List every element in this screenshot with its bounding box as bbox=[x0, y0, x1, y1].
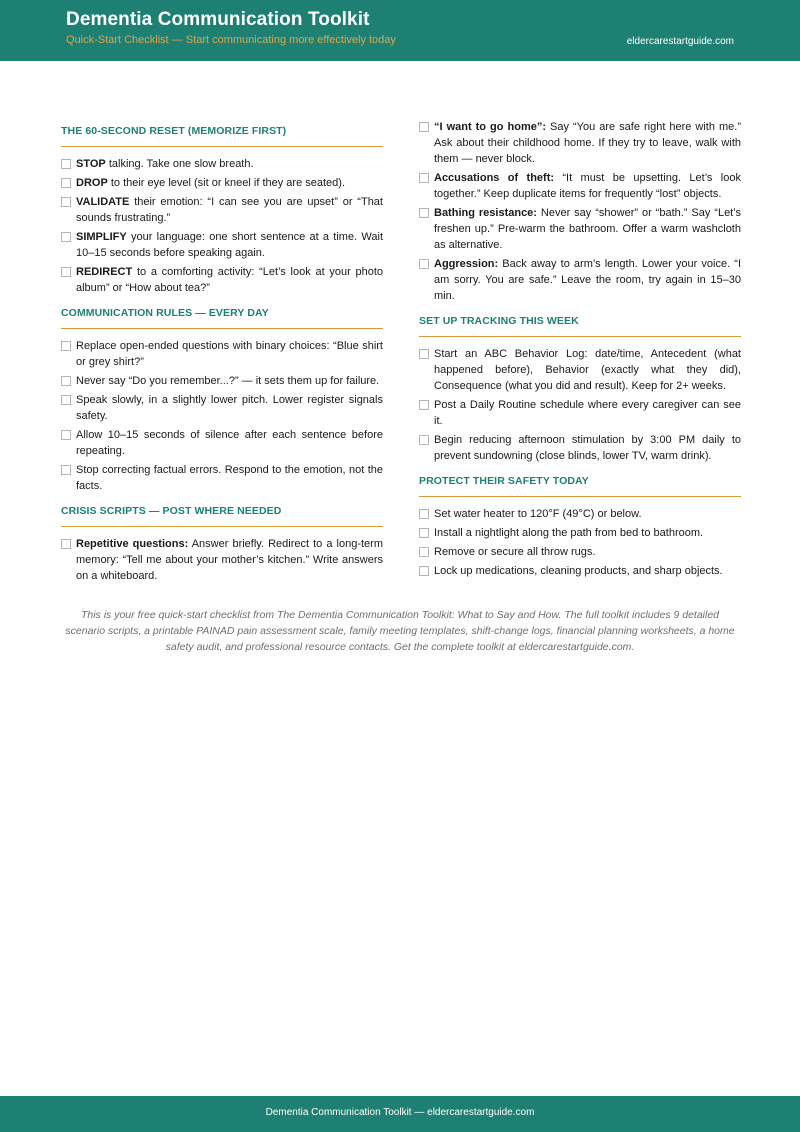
item-text: Post a Daily Routine schedule where every caregiver can see it. bbox=[434, 399, 741, 427]
checklist-item bbox=[61, 373, 383, 389]
section-heading: THE 60-SECOND RESET (MEMORIZE FIRST) bbox=[61, 120, 383, 147]
checkbox-icon[interactable] bbox=[61, 465, 71, 475]
left-column bbox=[61, 120, 383, 590]
checkbox-icon[interactable] bbox=[61, 539, 71, 549]
item-keyword: STOP bbox=[76, 158, 106, 170]
checkbox-icon[interactable] bbox=[61, 159, 71, 169]
item-keyword: “I want to go home”: bbox=[434, 121, 547, 133]
item-keyword: DROP bbox=[76, 177, 108, 189]
checklist-item bbox=[61, 175, 383, 191]
item-text: Start an ABC Behavior Log: date/time, Antecedent (what happened before), Behavior (exactly what they did), Consequence (what you did and result). Keep for 2+ weeks. bbox=[434, 348, 741, 392]
page-footer bbox=[0, 1096, 800, 1132]
item-keyword: Accusations of theft: bbox=[434, 172, 555, 184]
checkbox-icon[interactable] bbox=[61, 395, 71, 405]
item-keyword: Aggression: bbox=[434, 258, 499, 270]
checkbox-icon[interactable] bbox=[419, 435, 429, 445]
checklist-item bbox=[419, 256, 741, 304]
item-text: Answer briefly. Redirect to a long-term memory: “Tell me about your mother’s kitchen.” Write answers on a whiteboard. bbox=[76, 538, 383, 582]
checklist-item bbox=[61, 536, 383, 584]
item-text: talking. Take one slow breath. bbox=[105, 158, 254, 170]
document-title: Dementia Communication Toolkit bbox=[66, 9, 370, 30]
item-text: your language: one short sentence at a time. Wait 10–15 seconds before speaking again. bbox=[76, 231, 383, 259]
item-text: Begin reducing afternoon stimulation by 3:00 PM daily to prevent sundowning (close blinds, lower TV, warm drink). bbox=[434, 434, 741, 462]
checkbox-icon[interactable] bbox=[61, 267, 71, 277]
checkbox-icon[interactable] bbox=[419, 509, 429, 519]
checkbox-icon[interactable] bbox=[61, 341, 71, 351]
item-keyword: Repetitive questions: bbox=[76, 538, 189, 550]
section-heading: SET UP TRACKING THIS WEEK bbox=[419, 310, 741, 337]
checkbox-icon[interactable] bbox=[419, 528, 429, 538]
section-heading: PROTECT THEIR SAFETY TODAY bbox=[419, 470, 741, 497]
item-text: Stop correcting factual errors. Respond to the emotion, not the facts. bbox=[76, 464, 383, 492]
checklist-item bbox=[61, 427, 383, 459]
item-text: to a comforting activity: “Let’s look at your photo album” or “How about tea?” bbox=[76, 266, 383, 294]
checkbox-icon[interactable] bbox=[61, 178, 71, 188]
promo-note: This is your free quick-start checklist from The Dementia Communication Toolkit: What to Say and How. The full toolkit includes 9 detailed scenario scripts, a printable PAINAD pain assessment scale, family meeting templates, shift-change logs, financial planning worksheets, a home safety audit, and professional resource contacts. Get the complete toolkit at eldercarestartguide.com. bbox=[65, 609, 735, 653]
checklist-item bbox=[61, 264, 383, 296]
checklist-item bbox=[419, 119, 741, 167]
item-keyword: Bathing resistance: bbox=[434, 207, 537, 219]
item-text: Never say “Do you remember...?” — it sets them up for failure. bbox=[76, 375, 380, 387]
item-text: Set water heater to 120°F (49°C) or below. bbox=[434, 508, 642, 520]
checklist-item bbox=[419, 170, 741, 202]
item-text: Speak slowly, in a slightly lower pitch. Lower register signals safety. bbox=[76, 394, 383, 422]
checkbox-icon[interactable] bbox=[419, 208, 429, 218]
item-keyword: SIMPLIFY bbox=[76, 231, 127, 243]
item-text: their emotion: “I can see you are upset” or “That sounds frustrating.” bbox=[76, 196, 383, 224]
item-keyword: REDIRECT bbox=[76, 266, 133, 278]
checklist-section-the-60-second-reset-memorize-first bbox=[61, 120, 383, 296]
checkbox-icon[interactable] bbox=[61, 197, 71, 207]
page-header bbox=[0, 0, 800, 61]
checkbox-icon[interactable] bbox=[419, 349, 429, 359]
checklist-item bbox=[61, 338, 383, 370]
checklist-section-continued bbox=[419, 119, 741, 304]
checklist-section-crisis-scripts-post-where-needed bbox=[61, 500, 383, 584]
checkbox-icon[interactable] bbox=[61, 430, 71, 440]
checklist-item bbox=[419, 563, 741, 579]
checklist-item bbox=[419, 346, 741, 394]
checkbox-icon[interactable] bbox=[419, 566, 429, 576]
item-text: Lock up medications, cleaning products, and sharp objects. bbox=[434, 565, 723, 577]
header-site-url: eldercarestartguide.com bbox=[626, 36, 734, 47]
item-text: Say “You are safe right here with me.” Ask about their childhood home. If they try to leave, walk with them — never block. bbox=[434, 121, 741, 165]
checklist-item bbox=[419, 544, 741, 560]
checklist-item bbox=[61, 462, 383, 494]
checklist-item bbox=[61, 392, 383, 424]
checkbox-icon[interactable] bbox=[61, 232, 71, 242]
item-text: “It must be upsetting. Let’s look together.” Keep duplicate items for frequently “lost” objects. bbox=[434, 172, 741, 200]
checklist-item bbox=[419, 397, 741, 429]
right-column bbox=[419, 119, 741, 585]
item-keyword: VALIDATE bbox=[76, 196, 130, 208]
item-text: Install a nightlight along the path from bed to bathroom. bbox=[434, 527, 704, 539]
checklist-item bbox=[419, 506, 741, 522]
footer-text: Dementia Communication Toolkit — eldercarestartguide.com bbox=[265, 1107, 535, 1118]
section-heading: CRISIS SCRIPTS — POST WHERE NEEDED bbox=[61, 500, 383, 527]
checklist-item bbox=[61, 194, 383, 226]
checkbox-icon[interactable] bbox=[61, 376, 71, 386]
checklist-section-protect-their-safety-today bbox=[419, 470, 741, 579]
item-text: Back away to arm’s length. Lower your voice. “I am sorry. You are safe.” Leave the room, try again in 15–30 min. bbox=[434, 258, 741, 302]
checklist-item bbox=[61, 156, 383, 172]
checklist-section-set-up-tracking-this-week bbox=[419, 310, 741, 464]
checklist-section-communication-rules-every-day bbox=[61, 302, 383, 494]
checklist-item bbox=[419, 432, 741, 464]
section-heading: COMMUNICATION RULES — EVERY DAY bbox=[61, 302, 383, 329]
checkbox-icon[interactable] bbox=[419, 259, 429, 269]
checkbox-icon[interactable] bbox=[419, 122, 429, 132]
item-text: Remove or secure all throw rugs. bbox=[434, 546, 596, 558]
checklist-item bbox=[419, 205, 741, 253]
checkbox-icon[interactable] bbox=[419, 547, 429, 557]
checklist-item bbox=[61, 229, 383, 261]
checkbox-icon[interactable] bbox=[419, 400, 429, 410]
item-text: Allow 10–15 seconds of silence after each sentence before repeating. bbox=[76, 429, 383, 457]
item-text: Replace open-ended questions with binary choices: “Blue shirt or grey shirt?” bbox=[76, 340, 383, 368]
document-subtitle: Quick-Start Checklist — Start communicating more effectively today bbox=[66, 34, 396, 46]
item-text: to their eye level (sit or kneel if they are seated). bbox=[107, 177, 346, 189]
checkbox-icon[interactable] bbox=[419, 173, 429, 183]
checklist-item bbox=[419, 525, 741, 541]
item-text: Never say “shower” or “bath.” Say “Let’s freshen up.” Pre-warm the bathroom. Offer a warm washcloth as alternative. bbox=[434, 207, 741, 251]
